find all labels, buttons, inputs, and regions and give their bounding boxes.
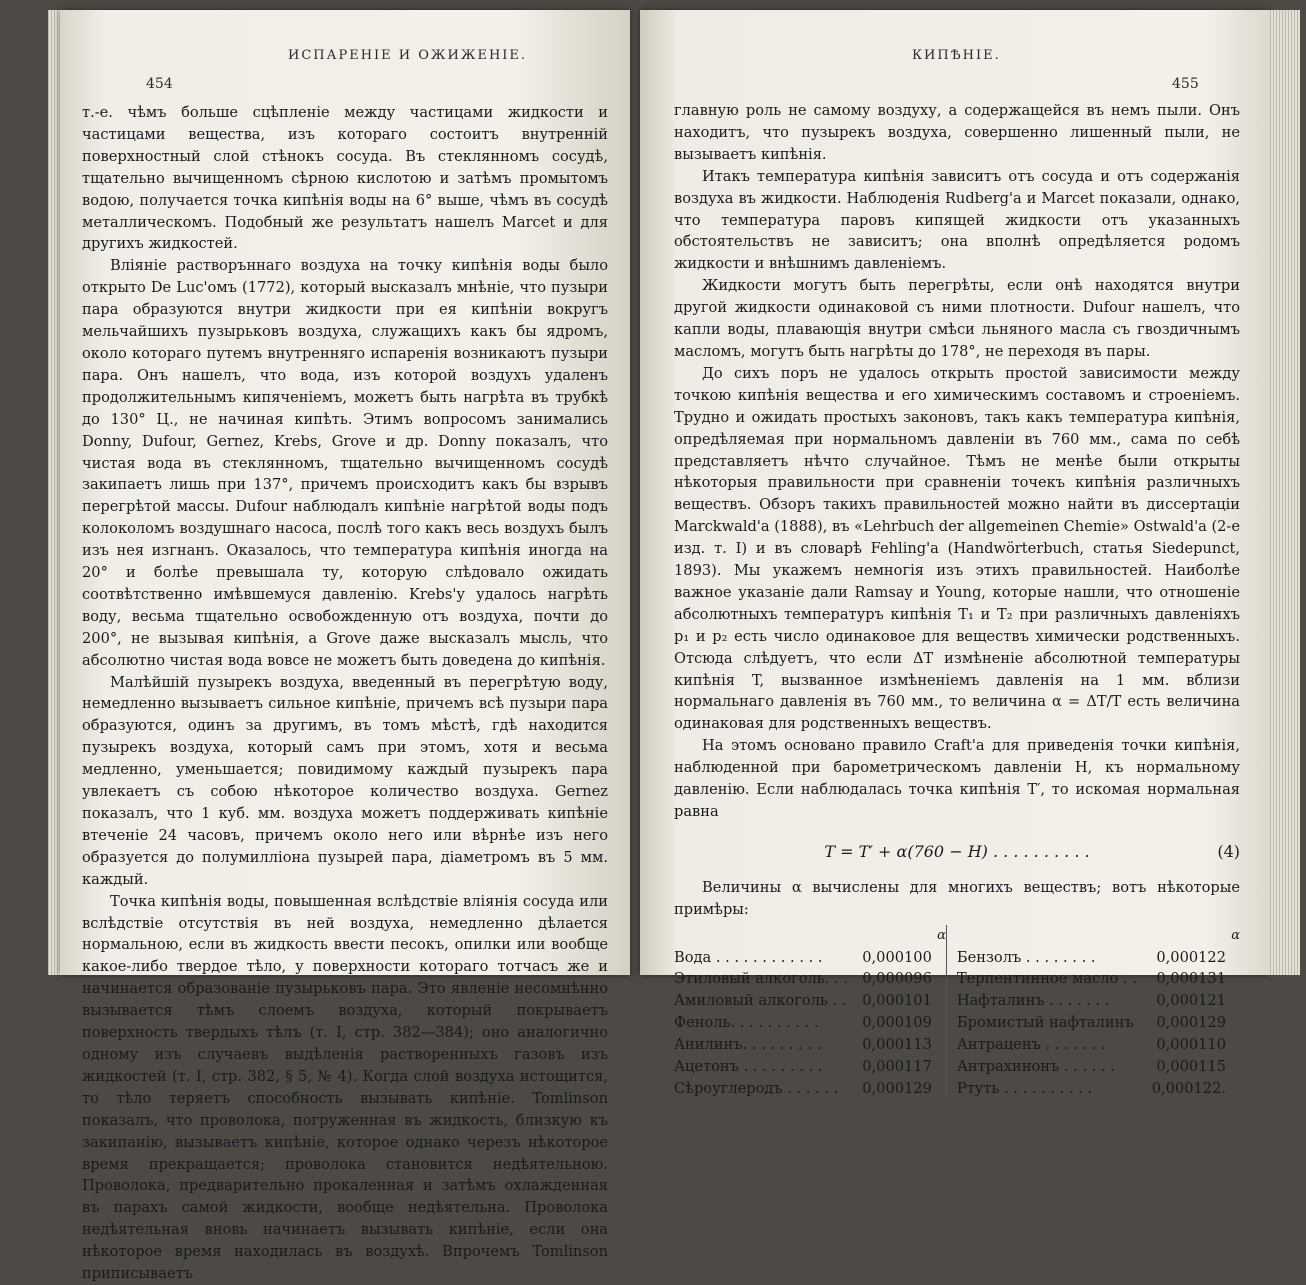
right-paragraph-2: Итакъ температура кипѣнія зависитъ отъ сосуда и отъ содержанія воздуха въ жидкости. Наблюденія Rudberg'а и Marcet показали, однако, что температура паровъ кипящей жидкости отъ указанныхъ обстоятельствъ не зависитъ; она вполнѣ опредѣляется родомъ жидкости и внѣшнимъ давленіемъ.	[674, 167, 1240, 273]
alpha-value: 0,000110	[1156, 1036, 1226, 1054]
substance-name: Антрахинонъ . . . . . .	[956, 1058, 1115, 1076]
right-paragraph-1: главную роль не самому воздуху, а содержащейся въ немъ пыли. Онъ находитъ, что пузырекъ воздуха, совершенно лишенный пыли, не вызываетъ кипѣнія.	[674, 102, 1240, 163]
formula-number: (4)	[1217, 841, 1240, 861]
table-row	[674, 1012, 1240, 1034]
substance-name: Этиловый алкоголь. . .	[674, 970, 848, 988]
right-page	[640, 10, 1270, 1097]
substance-name: Бромистый нафталинъ	[956, 1014, 1134, 1032]
left-page-number: 454	[146, 76, 173, 92]
right-paragraph-5: На этомъ основано правило Craft'а для приведенія точки кипѣнія, наблюденной при барометрическомъ давленіи H, къ нормальному давленію. Если наблюдалась точка кипѣнія T′, то искомая нормальная равна	[674, 737, 1240, 820]
table-row	[674, 990, 1240, 1012]
alpha-value: 0,000113	[862, 1036, 932, 1054]
alpha-value: 0,000129	[862, 1079, 932, 1097]
alpha-header-left: α	[937, 927, 946, 943]
alpha-value: 0,000096	[862, 970, 932, 988]
left-running-head: ИСПАРЕНІЕ И ОЖИЖЕНІЕ.	[288, 48, 528, 63]
left-paragraph-4: Точка кипѣнія воды, повышенная вслѣдствіе вліянія сосуда или вслѣдствіе отсутствія въ ней воздуха, немедленно дѣлается нормальною, если въ жидкость ввести песокъ, опилки или вообще какое-либо твердое тѣло, у поверхности котораго тотчасъ же и начинается образованіе пузырьковъ пара. Это явленіе несомнѣнно вызывается тѣмъ слоемъ воздуха, который покрываетъ поверхность твердыхъ тѣлъ (т. I, стр. 382—384); оно аналогично одному изъ случаевъ выдѣленія растворенныхъ газовъ изъ жидкостей (т. I, стр. 382, § 5, № 4). Когда слой воздуха истощится, то тѣло теряетъ способность вызывать кипѣніе. Tomlinson показалъ, что проволока, погруженная въ жидкость, близкую къ закипанію, вызываетъ кипѣніе, которое однако черезъ нѣкоторое время прекращается; проволока становится недѣятельною. Проволока, предварительно прокаленная и затѣмъ охлажденная въ парахъ самой жидкости, вообще недѣятельна. Проволока недѣятельная вновь начинаетъ вызывать кипѣніе, если она нѣкоторое время находилась въ воздухѣ. Впрочемъ Tomlinson приписываетъ	[82, 892, 608, 1283]
table-row	[674, 947, 1240, 969]
substance-name: Нафталинъ . . . . . . .	[956, 992, 1110, 1010]
alpha-value: 0,000115	[1156, 1058, 1226, 1076]
alpha-value: 0,000129	[1156, 1014, 1226, 1032]
table-row	[674, 968, 1240, 990]
alpha-values-table	[674, 925, 1240, 1100]
substance-name: Терпентинное масло . .	[956, 970, 1137, 988]
substance-name: Бензолъ . . . . . . . .	[956, 948, 1096, 966]
alpha-value: 0,000131	[1156, 970, 1226, 988]
alpha-value: 0,000122.	[1151, 1079, 1226, 1097]
table-row	[674, 1056, 1240, 1078]
left-body-text	[82, 102, 608, 1285]
left-paragraph-3: Малѣйшій пузырекъ воздуха, введенный въ перегрѣтую воду, немедленно вызываетъ сильное кипѣніе, причемъ всѣ пузыри пара образуются, одинъ за другимъ, въ томъ мѣстѣ, гдѣ находится пузырекъ воздуха, который самъ при этомъ, хотя и весьма медленно, уменьшается; повидимому каждый пузырекъ пара увлекаетъ съ собою нѣкоторое количество воздуха. Gernez показалъ, что 1 куб. мм. воздуха можетъ поддерживать кипѣніе втеченіе 24 часовъ, причемъ около него или вѣрнѣе изъ него образуется до полумилліона пузырей пара, діаметромъ въ 5 мм. каждый.	[82, 673, 608, 888]
alpha-value: 0,000122	[1156, 948, 1226, 966]
left-page-edge	[48, 10, 60, 975]
substance-name: Ацетонъ . . . . . . . . .	[674, 1058, 823, 1076]
crafts-formula	[674, 841, 1240, 863]
alpha-value: 0,000117	[862, 1058, 932, 1076]
right-running-head: КИПѢНІЕ.	[912, 48, 1001, 63]
right-page-number: 455	[1172, 76, 1199, 92]
right-body-text	[674, 100, 1240, 1100]
alpha-value: 0,000109	[862, 1014, 932, 1032]
left-paragraph-1: т.-е. чѣмъ больше сцѣпленіе между частицами жидкости и частицами вещества, изъ котораго состоитъ внутренній поверхностный слой стѣнокъ сосуда. Въ стеклянномъ сосудѣ, тщательно вычищенномъ сѣрною кислотою и затѣмъ промытомъ водою, получается точка кипѣнія воды на 6° выше, чѣмъ въ сосудѣ металлическомъ. Подобный же результатъ нашелъ Marcet и для другихъ жидкостей.	[82, 104, 608, 253]
formula-expression: T = T′ + α(760 − H) . . . . . . . . . .	[824, 841, 1090, 861]
alpha-value: 0,000121	[1156, 992, 1226, 1010]
substance-name: Анилинъ. . . . . . . . .	[674, 1036, 822, 1054]
left-page	[60, 10, 630, 1283]
substance-name: Вода . . . . . . . . . . . .	[674, 948, 823, 966]
alpha-header-right: α	[1231, 927, 1240, 943]
substance-name: Сѣроуглеродъ . . . . . .	[674, 1079, 839, 1097]
table-intro: Величины α вычислены для многихъ веществъ; вотъ нѣкоторые примѣры:	[674, 878, 1240, 918]
substance-name: Амиловый алкоголь . .	[674, 992, 847, 1010]
substance-name: Ртуть . . . . . . . . . .	[956, 1079, 1093, 1097]
substance-name: Антраценъ . . . . . . .	[956, 1036, 1106, 1054]
alpha-value: 0,000101	[862, 992, 932, 1010]
table-row	[674, 1078, 1240, 1100]
left-paragraph-2: Вліяніе растворъннаго воздуха на точку кипѣнія воды было открыто De Luc'омъ (1772), который высказалъ мнѣніе, что пузыри пара образуются внутри жидкости при ея кипѣніи вокругъ мельчайшихъ пузырьковъ воздуха, служащихъ какъ бы ядромъ, около котораго путемъ внутренняго испаренія возникаютъ пузыри пара. Онъ нашелъ, что вода, изъ которой воздухъ удаленъ продолжительнымъ кипяченіемъ, можетъ быть нагрѣта въ трубкѣ до 130° Ц., не начиная кипѣть. Этимъ вопросомъ занимались Donny, Dufour, Gernez, Krebs, Grove и др. Donny показалъ, что чистая вода въ стеклянномъ, тщательно вычищенномъ сосудѣ закипаетъ лишь при 137°, причемъ происходитъ какъ бы взрывъ перегрѣтой массы. Dufour наблюдалъ кипѣніе нагрѣтой воды подъ колоколомъ воздушнаго насоса, послѣ того какъ весь воздухъ былъ изъ нея изгнанъ. Оказалось, что температура кипѣнія иногда на 20° и болѣе превышала ту, которую слѣдовало ожидать соотвѣтственно имѣвшемуся давленію. Krebs'у удалось нагрѣть воду, весьма тщательно освобожденную отъ воздуха, почти до 200°, не вызывая кипѣнія, а Grove даже высказалъ мысль, что абсолютно чистая вода вовсе не можетъ быть доведена до кипѣнія.	[82, 257, 608, 669]
substance-name: Феноль. . . . . . . . . .	[674, 1014, 819, 1032]
table-row	[674, 1034, 1240, 1056]
right-page-edge	[1270, 10, 1300, 975]
right-paragraph-4: До сихъ поръ не удалось открыть простой зависимости между точкою кипѣнія вещества и его химическимъ составомъ и строеніемъ. Трудно и ожидать простыхъ законовъ, такъ какъ температура кипѣнія, опредѣляемая при нормальномъ давленіи въ 760 мм., сама по себѣ представляетъ нѣчто случайное. Тѣмъ не менѣе были открыты нѣкоторыя правильности при сравненіи точекъ кипѣнія различныхъ веществъ. Обзоръ такихъ правильностей можно найти въ диссертаціи Marckwald'а (1888), въ «Lehrbuch der allgemeinen Chemie» Ostwald'а (2-е изд. т. I) и въ словарѣ Fehling'а (Handwörterbuch, статья Siedepunct, 1893). Мы укажемъ немногія изъ этихъ правильностей. Наиболѣе важное указаніе дали Ramsay и Young, которые нашли, что отношеніе абсолютныхъ температуръ кипѣнія T₁ и T₂ при различныхъ давленіяхъ p₁ и p₂ есть число одинаковое для веществъ химически родственныхъ. Отсюда слѣдуетъ, что если ΔT измѣненіе абсолютной температуры кипѣнія T, вызванное измѣненіемъ давленія на 1 мм. вблизи нормальнаго давленія въ 760 мм., то величина α = ΔT/T есть величина одинаковая для родственныхъ веществъ.	[674, 364, 1240, 733]
right-paragraph-3: Жидкости могутъ быть перегрѣты, если онѣ находятся внутри другой жидкости одинаковой съ ними плотности. Dufour нашелъ, что капли воды, плавающія внутри смѣси льняного масла съ гвоздичнымъ масломъ, могутъ быть нагрѣты до 178°, не переходя въ пары.	[674, 277, 1240, 360]
alpha-value: 0,000100	[862, 948, 932, 966]
